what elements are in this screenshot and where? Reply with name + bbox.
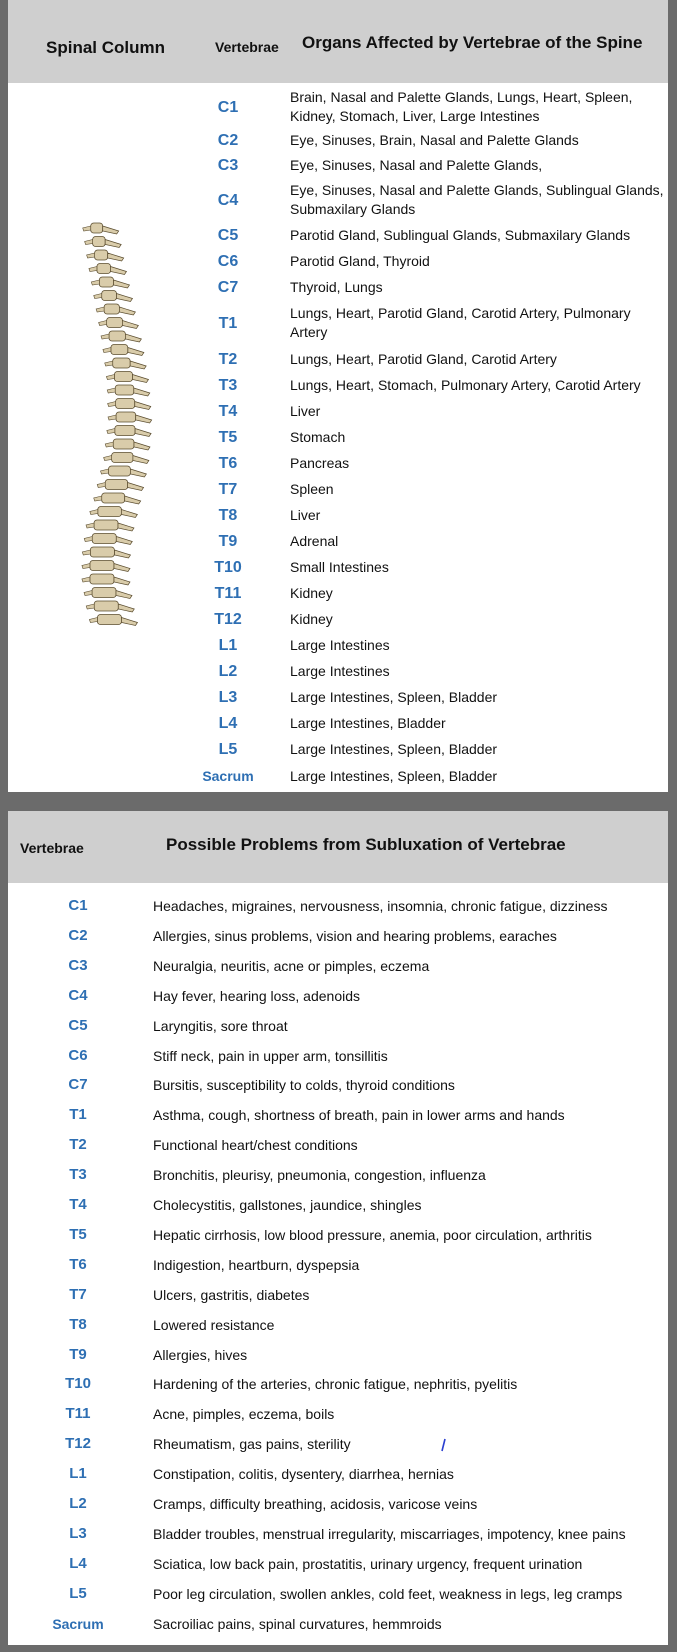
- problems-row: [8, 1344, 668, 1368]
- organs-row: [8, 684, 668, 710]
- problem-description: Cholecystitis, gallstones, jaundice, shingles: [153, 1197, 422, 1213]
- problems-row: [8, 1224, 668, 1248]
- problem-description: Poor leg circulation, swollen ankles, cold feet, weakness in legs, leg cramps: [153, 1585, 623, 1602]
- problem-description: Rheumatism, gas pains, sterility: [153, 1436, 351, 1453]
- problems-row: [8, 1284, 668, 1308]
- organs-description: Liver: [290, 506, 321, 523]
- organs-row: [8, 153, 668, 177]
- header-vertebrae-2: Vertebrae: [20, 840, 84, 856]
- vertebra-label: T1: [218, 314, 238, 332]
- problem-description: Allergies, hives: [153, 1346, 248, 1363]
- organs-description: Eye, Sinuses, Brain, Nasal and Palette Glands: [290, 131, 579, 148]
- organs-row: [8, 274, 668, 300]
- vertebra-label: L1: [69, 1465, 87, 1483]
- header-organs: Organs Affected by Vertebrae of the Spine: [302, 33, 643, 52]
- organs-row: [8, 528, 668, 554]
- organs-description: Lungs, Heart, Parotid Gland, Carotid Artery: [290, 350, 557, 367]
- organs-description: Thyroid, Lungs: [290, 278, 383, 295]
- vertebra-label: C1: [68, 897, 88, 914]
- organs-description: Spleen: [290, 480, 334, 497]
- organs-description: Kidney: [290, 584, 333, 601]
- vertebra-label: L2: [69, 1495, 87, 1512]
- problem-description: Functional heart/chest conditions: [153, 1137, 358, 1154]
- organs-table: [8, 0, 668, 792]
- header-spinal-column: Spinal Column: [46, 38, 165, 57]
- vertebra-label: C5: [217, 226, 239, 244]
- problem-description: Cramps, difficulty breathing, acidosis, varicose veins: [153, 1496, 478, 1512]
- problem-description: Sacroiliac pains, spinal curvatures, hemmroids: [153, 1615, 442, 1632]
- problem-description: Sciatica, low back pain, prostatitis, urinary urgency, frequent urination: [153, 1555, 583, 1572]
- problems-row: [8, 925, 668, 949]
- organs-row: [8, 300, 668, 346]
- vertebra-label: T9: [69, 1345, 87, 1363]
- vertebra-label: T4: [218, 402, 238, 420]
- organs-row: [8, 177, 668, 223]
- problems-row: [8, 1373, 668, 1397]
- organs-row: [8, 450, 668, 476]
- organs-table-header: [8, 0, 668, 83]
- organs-row: [8, 554, 668, 580]
- organs-row: [8, 658, 668, 684]
- problems-row: [8, 955, 668, 979]
- organs-row: [8, 128, 668, 152]
- organs-description: Large Intestines, Spleen, Bladder: [290, 740, 498, 757]
- organs-row: [8, 398, 668, 424]
- organs-description: Adrenal: [290, 532, 339, 549]
- vertebra-label: T2: [69, 1136, 87, 1154]
- problems-row: [8, 1045, 668, 1069]
- problems-row: [8, 1104, 668, 1128]
- vertebra-label: C2: [217, 131, 239, 149]
- problem-description: Bursitis, susceptibility to colds, thyroid conditions: [153, 1077, 455, 1094]
- organs-description: Eye, Sinuses, Nasal and Palette Glands,: [290, 156, 543, 173]
- organs-row: [8, 606, 668, 632]
- organs-row: [8, 710, 668, 736]
- problem-description: Stiff neck, pain in upper arm, tonsillitis: [153, 1047, 388, 1064]
- organs-row: [8, 222, 668, 248]
- vertebra-label: C1: [217, 98, 239, 116]
- problems-row: [8, 1433, 668, 1457]
- problems-row: [8, 1523, 668, 1547]
- vertebra-label: T12: [65, 1435, 91, 1453]
- vertebra-label: C7: [68, 1076, 88, 1094]
- vertebra-label: T11: [214, 584, 242, 602]
- problems-row: [8, 1553, 668, 1577]
- vertebra-label: T8: [218, 506, 238, 524]
- vertebra-label: L3: [218, 688, 238, 706]
- problems-row: [8, 1074, 668, 1098]
- organs-row: [8, 736, 668, 762]
- vertebra-label: T11: [65, 1405, 91, 1423]
- organs-row: [8, 372, 668, 398]
- problem-description: Bronchitis, pleurisy, pneumonia, congestion, influenza: [153, 1167, 486, 1184]
- problems-row: [8, 1314, 668, 1338]
- organs-description: Brain, Nasal and Palette Glands, Lungs, Heart, Spleen, Kidney, Stomach, Liver, Large Intestines: [290, 89, 633, 124]
- organs-row: [8, 424, 668, 450]
- vertebra-label: C7: [217, 278, 239, 296]
- organs-description: Parotid Gland, Thyroid: [290, 252, 430, 269]
- problem-description: Acne, pimples, eczema, boils: [153, 1406, 335, 1423]
- vertebra-label: L1: [218, 636, 238, 654]
- organs-row: [8, 346, 668, 372]
- problems-row: [8, 1194, 668, 1218]
- problem-description: Allergies, sinus problems, vision and hearing problems, earaches: [153, 927, 557, 944]
- problem-description: Bladder troubles, menstrual irregularity, miscarriages, impotency, knee pains: [153, 1525, 626, 1542]
- vertebra-label: T8: [69, 1315, 87, 1333]
- vertebra-label: T3: [218, 376, 238, 394]
- problem-description: Hepatic cirrhosis, low blood pressure, anemia, poor circulation, arthritis: [153, 1226, 592, 1243]
- problem-description: Asthma, cough, shortness of breath, pain in lower arms and hands: [153, 1107, 565, 1124]
- problems-table-header: [8, 811, 668, 883]
- vertebra-label: T7: [218, 480, 238, 498]
- problem-description: Lowered resistance: [153, 1316, 275, 1333]
- vertebra-label: C6: [68, 1046, 88, 1064]
- organs-description: Lungs, Heart, Parotid Gland, Carotid Artery, Pulmonary Artery: [290, 305, 631, 340]
- organs-description: Small Intestines: [290, 558, 389, 575]
- vertebra-label: L4: [218, 714, 238, 732]
- organs-description: Kidney: [290, 610, 333, 627]
- problems-row: [8, 1134, 668, 1158]
- organs-row: [8, 502, 668, 528]
- vertebra-label: T5: [218, 428, 238, 446]
- vertebra-label: T1: [69, 1106, 87, 1124]
- organs-description: Large Intestines, Bladder: [290, 714, 446, 731]
- vertebra-label: L2: [218, 662, 238, 680]
- organs-description: Pancreas: [290, 454, 350, 471]
- vertebra-label: T9: [218, 532, 238, 550]
- header-problems: Possible Problems from Subluxation of Vertebrae: [166, 835, 566, 854]
- vertebra-label: T12: [214, 610, 242, 628]
- problems-row: [8, 1493, 668, 1517]
- organs-row: [8, 84, 668, 130]
- vertebra-label: C3: [217, 156, 239, 174]
- vertebra-label: T3: [69, 1166, 87, 1184]
- vertebra-label: T2: [218, 350, 238, 368]
- problems-table: [8, 811, 668, 1645]
- problem-description: Ulcers, gastritis, diabetes: [153, 1286, 310, 1303]
- header-vertebrae: Vertebrae: [215, 39, 279, 55]
- organs-row: [8, 248, 668, 274]
- problem-description: Hay fever, hearing loss, adenoids: [153, 987, 361, 1004]
- organs-row: [8, 476, 668, 502]
- organs-description: Stomach: [290, 428, 346, 445]
- vertebra-label: L4: [69, 1554, 87, 1572]
- organs-description: Large Intestines: [290, 636, 390, 653]
- vertebra-label: T6: [69, 1255, 87, 1273]
- organs-row: [8, 580, 668, 606]
- vertebra-label: C6: [217, 252, 239, 270]
- vertebra-label: L5: [69, 1584, 87, 1602]
- problem-description: Hardening of the arteries, chronic fatigue, nephritis, pyelitis: [153, 1376, 518, 1393]
- problems-row: [8, 1403, 668, 1427]
- problem-description: Indigestion, heartburn, dyspepsia: [153, 1256, 360, 1273]
- organs-description: Lungs, Heart, Stomach, Pulmonary Artery, Carotid Artery: [290, 376, 641, 393]
- vertebra-label: Sacrum: [52, 1615, 104, 1632]
- vertebra-label: C4: [217, 191, 239, 209]
- problems-row: [8, 1164, 668, 1188]
- vertebra-label: T7: [69, 1285, 87, 1303]
- problems-row: [8, 1015, 668, 1039]
- problems-row: [8, 1463, 668, 1487]
- pen-mark-icon: [441, 1438, 446, 1452]
- problem-description: Headaches, migraines, nervousness, insomnia, chronic fatigue, dizziness: [153, 898, 608, 914]
- problem-description: Constipation, colitis, dysentery, diarrhea, hernias: [153, 1466, 454, 1483]
- vertebra-label: L3: [69, 1524, 87, 1542]
- organs-description: Liver: [290, 402, 321, 419]
- vertebra-label: C4: [68, 986, 88, 1004]
- organs-row: [8, 762, 668, 790]
- organs-description: Large Intestines, Spleen, Bladder: [290, 767, 498, 784]
- problems-row: [8, 895, 668, 919]
- problems-row: [8, 1583, 668, 1607]
- organs-description: Large Intestines: [290, 662, 390, 679]
- organs-row: [8, 632, 668, 658]
- vertebra-label: Sacrum: [202, 767, 254, 784]
- organs-description: Large Intestines, Spleen, Bladder: [290, 688, 498, 705]
- problems-row: [8, 1613, 668, 1637]
- problems-row: [8, 1254, 668, 1278]
- vertebra-label: T10: [214, 558, 242, 576]
- problem-description: Laryngitis, sore throat: [153, 1017, 288, 1034]
- vertebra-label: C3: [68, 956, 88, 974]
- organs-description: Eye, Sinuses, Nasal and Palette Glands, Sublingual Glands, Submaxilary Glands: [290, 182, 664, 217]
- vertebra-label: T4: [69, 1196, 87, 1213]
- organs-description: Parotid Gland, Sublingual Glands, Submaxilary Glands: [290, 226, 631, 243]
- vertebra-label: T5: [69, 1225, 87, 1243]
- vertebra-label: C2: [68, 926, 88, 944]
- vertebra-label: T6: [218, 454, 238, 472]
- vertebra-label: L5: [218, 740, 238, 758]
- problem-description: Neuralgia, neuritis, acne or pimples, eczema: [153, 957, 430, 974]
- vertebra-label: T10: [65, 1375, 91, 1393]
- problems-row: [8, 985, 668, 1009]
- vertebra-label: C5: [68, 1016, 88, 1034]
